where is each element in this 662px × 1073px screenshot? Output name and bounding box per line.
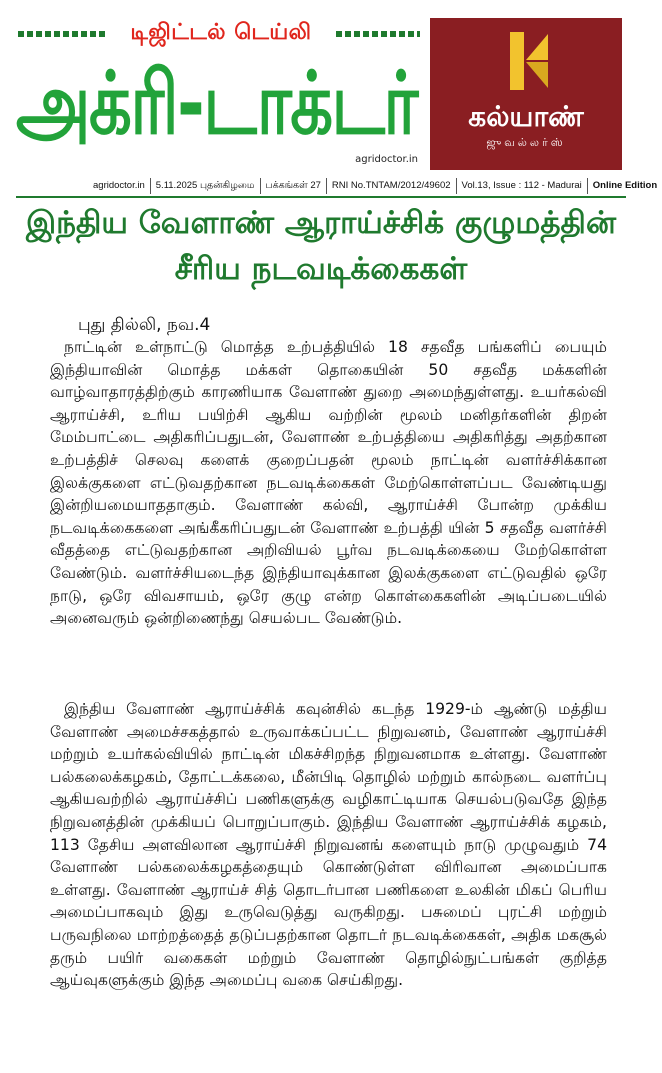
advert-subtitle: ஜுவல்லர்ஸ் — [486, 136, 566, 149]
brand-title: அக்ரி-டாக்டர் — [16, 54, 417, 154]
issue-info-bar — [88, 178, 658, 194]
header-divider — [16, 196, 626, 198]
advert-name: கல்யாண் — [468, 100, 584, 133]
article-headline — [16, 200, 626, 300]
article-paragraph-2: இந்திய வேளாண் ஆராய்ச்சிக் கவுன்சில் கடந்த 1929-ம் ஆண்டு மத்திய வேளாண் அமைச்சகத்தால் உருவாக்கப்பட்ட நிறுவனம், வேளாண் ஆராய்ச்சி மற்றும் உயர்கல்வியில் நாட்டின் மிகச்சிறந்த நிறுவனமாக உள்ளது. வேளாண் பல்கலைக்கழகம், தோட்டக்கலை, மீன்பிடி தொழில் மற்றும் கால்நடை வளர்ப்பு ஆகியவற்றில் ஆராய்ச்சிப் பணிகளுக்கு வழிகாட்டியாக செயல்படுவதே இந்த நிறுவனத்தின் முக்கியப் பொறுப்பாகும். இந்திய வேளாண் ஆராய்ச்சிக் கழகம், 113 தேசிய அளவிலான ஆராய்ச்சி நிறுவனங் களையும் நாடு முழுவதும் 74 வேளாண் பல்கலைக்கழகத்தையும் கொண்டுள்ள விரிவான அமைப்பாக உள்ளது. வேளாண் ஆராய்ச் சித் தொடர்பான பணிகளை உலகின் மிகப் பெரிய அமைப்பாகவும் இது உருவெடுத்து வருகிறது. பசுமைப் புரட்சி மற்றும் பருவநிலை மாற்றத்தைத் தடுப்பதற்கான தொடர் நடவடிக்கைகள், அதிக மகசூல் தரும் பயிர் வகைகள் மற்றும் வேளாண் தொழில்நுட்பங்கள் குறித்த ஆய்வுகளுக்கும் இந்த அமைப்பு வகை செய்கிறது. — [50, 700, 607, 990]
dateline: புது தில்லி, நவ.4 — [78, 315, 211, 335]
info-edition: Online Edition — [592, 180, 658, 191]
masthead — [0, 0, 640, 178]
info-rni: RNI No.TNTAM/2012/49602 — [327, 178, 457, 194]
kalyan-advert[interactable] — [430, 18, 622, 170]
tagline-right-rule — [336, 31, 420, 37]
tagline-left-rule — [18, 31, 106, 37]
headline-line-1: இந்திய வேளாண் ஆராய்ச்சிக் குழுமத்தின் — [25, 205, 617, 241]
kalyan-logo-icon — [506, 30, 550, 92]
info-volume: Vol.13, Issue : 112 - Madurai — [457, 178, 588, 194]
info-site: agridoctor.in — [88, 178, 151, 194]
article-paragraph-1: நாட்டின் உள்நாட்டு மொத்த உற்பத்தியில் 18 சதவீத பங்களிப் பையும் இந்தியாவின் மொத்த மக்கள் தொகையின் 50 சதவீத மக்களின் வாழ்வாதாரத்திற்கும் காரணியாக வேளாண் துறை அமைந்துள்ளது. உயர்கல்வி ஆராய்ச்சி, உரிய பயிற்சி ஆகிய வற்றின் மூலம் மனிதர்களின் திறன் மேம்பாட்டை அதிகரிப்பதுடன், வேளாண் உற்பத்தியை அதிகரித்து அதற்கான உற்பத்திச் செலவு களைக் குறைப்பதன் மூலம் நாட்டின் வளர்ச்சிக்கான இலக்குகளை எட்டுவதற்கான நடவடிக்கைகள் மேற்கொள்ளப்பட வேண்டியது இன்றியமையாததாகும். வேளாண் கல்வி, ஆராய்ச்சி போன்ற முக்கிய நடவடிக்கைகளை அங்கீகரிப்பதுடன் வேளாண் உற்பத்தி யின் 5 சதவீத வளர்ச்சி வீதத்தை எட்டுவதற்கான அறிவியல் பூர்வ நடவடிக்கையை மேற்கொள்ள வேண்டும். வளர்ச்சியடைந்த இந்தியாவுக்கான இலக்குகளை எட்டுவதில் ஒரே நாடு, ஒரே விவசாயம், ஒரே குழு என்ற கொள்கைகளின் அடிப்படையில் அனைவரும் ஒன்றிணைந்து செயல்பட வேண்டும். — [50, 338, 607, 628]
info-pages: பக்கங்கள் 27 — [261, 178, 327, 194]
headline-line-2: சீரிய நடவடிக்கைகள் — [174, 251, 468, 287]
tagline: டிஜிட்டல் டெய்லி — [130, 20, 312, 45]
brand-subtitle: agridoctor.in — [355, 154, 418, 165]
info-date: 5.11.2025 புதன்கிழமை — [151, 178, 261, 194]
